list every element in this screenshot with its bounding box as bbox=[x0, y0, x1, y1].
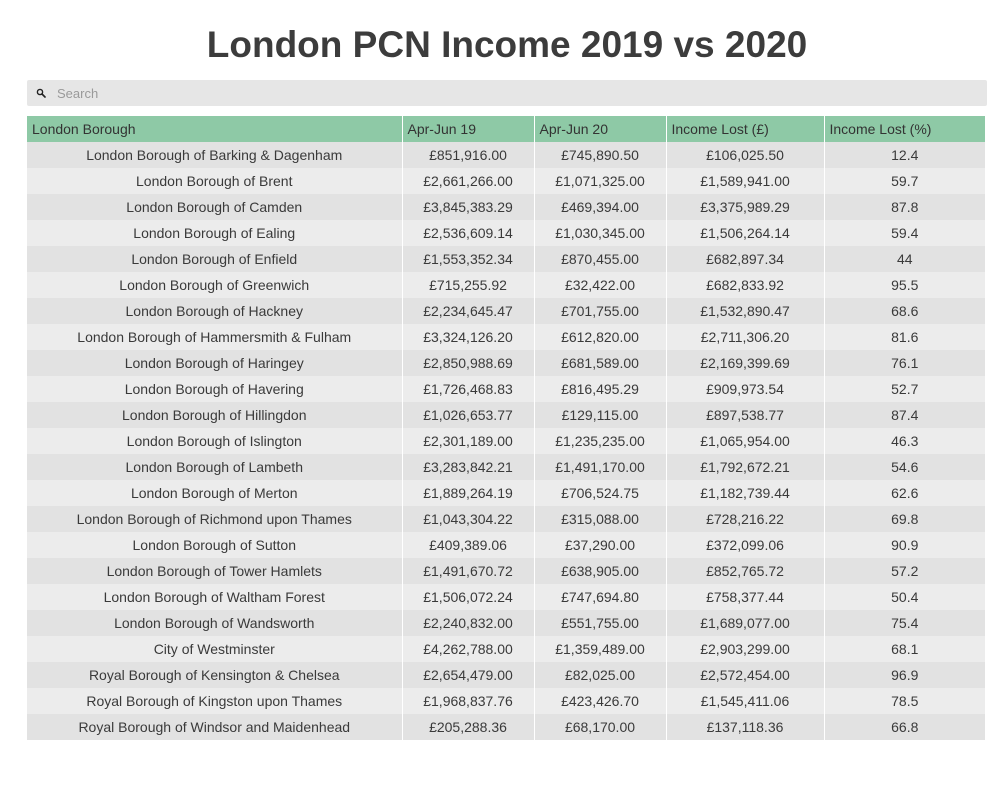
cell-income-lost-pct: 96.9 bbox=[824, 662, 985, 688]
cell-income-lost-pct: 54.6 bbox=[824, 454, 985, 480]
cell-apr-jun-20: £870,455.00 bbox=[534, 246, 666, 272]
table-row bbox=[27, 246, 985, 272]
cell-apr-jun-19: £2,661,266.00 bbox=[402, 168, 534, 194]
cell-borough: London Borough of Merton bbox=[27, 480, 402, 506]
cell-borough: London Borough of Tower Hamlets bbox=[27, 558, 402, 584]
cell-income-lost-pct: 81.6 bbox=[824, 324, 985, 350]
cell-income-lost-gbp: £1,689,077.00 bbox=[666, 610, 824, 636]
table-row bbox=[27, 428, 985, 454]
search-icon bbox=[35, 87, 47, 99]
table-row bbox=[27, 376, 985, 402]
cell-apr-jun-20: £551,755.00 bbox=[534, 610, 666, 636]
cell-borough: London Borough of Sutton bbox=[27, 532, 402, 558]
cell-apr-jun-19: £3,283,842.21 bbox=[402, 454, 534, 480]
cell-income-lost-gbp: £1,545,411.06 bbox=[666, 688, 824, 714]
cell-income-lost-pct: 87.4 bbox=[824, 402, 985, 428]
cell-apr-jun-20: £1,491,170.00 bbox=[534, 454, 666, 480]
cell-income-lost-gbp: £909,973.54 bbox=[666, 376, 824, 402]
cell-apr-jun-19: £2,654,479.00 bbox=[402, 662, 534, 688]
cell-borough: London Borough of Richmond upon Thames bbox=[27, 506, 402, 532]
cell-income-lost-pct: 59.4 bbox=[824, 220, 985, 246]
cell-income-lost-pct: 87.8 bbox=[824, 194, 985, 220]
cell-apr-jun-20: £129,115.00 bbox=[534, 402, 666, 428]
cell-income-lost-gbp: £3,375,989.29 bbox=[666, 194, 824, 220]
cell-apr-jun-20: £1,235,235.00 bbox=[534, 428, 666, 454]
table-row bbox=[27, 584, 985, 610]
cell-apr-jun-19: £1,968,837.76 bbox=[402, 688, 534, 714]
cell-income-lost-pct: 90.9 bbox=[824, 532, 985, 558]
cell-borough: London Borough of Hammersmith & Fulham bbox=[27, 324, 402, 350]
column-header-income-lost-gbp[interactable]: Income Lost (£) bbox=[666, 116, 824, 142]
cell-income-lost-gbp: £1,506,264.14 bbox=[666, 220, 824, 246]
cell-borough: London Borough of Wandsworth bbox=[27, 610, 402, 636]
cell-income-lost-pct: 75.4 bbox=[824, 610, 985, 636]
table-header-row bbox=[27, 116, 985, 142]
table-row bbox=[27, 662, 985, 688]
cell-apr-jun-19: £2,301,189.00 bbox=[402, 428, 534, 454]
table-row bbox=[27, 532, 985, 558]
cell-income-lost-pct: 68.1 bbox=[824, 636, 985, 662]
cell-apr-jun-19: £1,026,653.77 bbox=[402, 402, 534, 428]
cell-apr-jun-20: £706,524.75 bbox=[534, 480, 666, 506]
cell-apr-jun-19: £1,889,264.19 bbox=[402, 480, 534, 506]
cell-income-lost-gbp: £852,765.72 bbox=[666, 558, 824, 584]
table-body bbox=[27, 142, 985, 740]
cell-apr-jun-20: £1,071,325.00 bbox=[534, 168, 666, 194]
cell-apr-jun-19: £1,491,670.72 bbox=[402, 558, 534, 584]
cell-apr-jun-19: £1,043,304.22 bbox=[402, 506, 534, 532]
cell-apr-jun-20: £816,495.29 bbox=[534, 376, 666, 402]
page-title: London PCN Income 2019 vs 2020 bbox=[206, 24, 808, 65]
cell-borough: Royal Borough of Kensington & Chelsea bbox=[27, 662, 402, 688]
cell-apr-jun-19: £205,288.36 bbox=[402, 714, 534, 740]
cell-apr-jun-20: £681,589.00 bbox=[534, 350, 666, 376]
column-header-income-lost-pct[interactable]: Income Lost (%) bbox=[824, 116, 985, 142]
table-row bbox=[27, 480, 985, 506]
cell-apr-jun-20: £315,088.00 bbox=[534, 506, 666, 532]
cell-income-lost-pct: 68.6 bbox=[824, 298, 985, 324]
table-row bbox=[27, 168, 985, 194]
cell-apr-jun-20: £747,694.80 bbox=[534, 584, 666, 610]
cell-apr-jun-20: £638,905.00 bbox=[534, 558, 666, 584]
cell-apr-jun-20: £82,025.00 bbox=[534, 662, 666, 688]
cell-borough: London Borough of Hackney bbox=[27, 298, 402, 324]
table-row bbox=[27, 558, 985, 584]
cell-borough: London Borough of Greenwich bbox=[27, 272, 402, 298]
cell-income-lost-gbp: £1,065,954.00 bbox=[666, 428, 824, 454]
cell-borough: London Borough of Havering bbox=[27, 376, 402, 402]
table-row bbox=[27, 350, 985, 376]
search-input[interactable] bbox=[53, 81, 987, 105]
cell-apr-jun-20: £37,290.00 bbox=[534, 532, 666, 558]
cell-income-lost-pct: 66.8 bbox=[824, 714, 985, 740]
cell-apr-jun-20: £68,170.00 bbox=[534, 714, 666, 740]
cell-income-lost-pct: 52.7 bbox=[824, 376, 985, 402]
cell-income-lost-gbp: £2,711,306.20 bbox=[666, 324, 824, 350]
cell-apr-jun-19: £1,506,072.24 bbox=[402, 584, 534, 610]
column-header-borough[interactable]: London Borough bbox=[27, 116, 402, 142]
cell-borough: Royal Borough of Windsor and Maidenhead bbox=[27, 714, 402, 740]
cell-income-lost-pct: 46.3 bbox=[824, 428, 985, 454]
table-row bbox=[27, 636, 985, 662]
cell-income-lost-gbp: £106,025.50 bbox=[666, 142, 824, 168]
cell-apr-jun-19: £2,234,645.47 bbox=[402, 298, 534, 324]
cell-borough: London Borough of Haringey bbox=[27, 350, 402, 376]
cell-income-lost-pct: 59.7 bbox=[824, 168, 985, 194]
table-row bbox=[27, 272, 985, 298]
cell-apr-jun-19: £2,240,832.00 bbox=[402, 610, 534, 636]
cell-income-lost-gbp: £1,589,941.00 bbox=[666, 168, 824, 194]
table-row bbox=[27, 220, 985, 246]
cell-income-lost-gbp: £897,538.77 bbox=[666, 402, 824, 428]
column-header-apr-jun-19[interactable]: Apr-Jun 19 bbox=[402, 116, 534, 142]
table-row bbox=[27, 714, 985, 740]
cell-borough: London Borough of Hillingdon bbox=[27, 402, 402, 428]
cell-borough: London Borough of Waltham Forest bbox=[27, 584, 402, 610]
cell-income-lost-gbp: £137,118.36 bbox=[666, 714, 824, 740]
cell-apr-jun-19: £1,553,352.34 bbox=[402, 246, 534, 272]
cell-income-lost-gbp: £728,216.22 bbox=[666, 506, 824, 532]
cell-apr-jun-20: £1,030,345.00 bbox=[534, 220, 666, 246]
cell-apr-jun-20: £612,820.00 bbox=[534, 324, 666, 350]
cell-income-lost-gbp: £682,833.92 bbox=[666, 272, 824, 298]
cell-income-lost-gbp: £1,532,890.47 bbox=[666, 298, 824, 324]
cell-income-lost-pct: 12.4 bbox=[824, 142, 985, 168]
cell-borough: London Borough of Enfield bbox=[27, 246, 402, 272]
cell-income-lost-pct: 44 bbox=[824, 246, 985, 272]
cell-income-lost-pct: 62.6 bbox=[824, 480, 985, 506]
cell-apr-jun-20: £701,755.00 bbox=[534, 298, 666, 324]
cell-income-lost-pct: 78.5 bbox=[824, 688, 985, 714]
cell-apr-jun-19: £2,536,609.14 bbox=[402, 220, 534, 246]
search-bar[interactable] bbox=[27, 80, 987, 106]
cell-income-lost-gbp: £2,903,299.00 bbox=[666, 636, 824, 662]
table-row bbox=[27, 506, 985, 532]
cell-apr-jun-20: £1,359,489.00 bbox=[534, 636, 666, 662]
cell-apr-jun-19: £3,324,126.20 bbox=[402, 324, 534, 350]
cell-income-lost-gbp: £372,099.06 bbox=[666, 532, 824, 558]
cell-borough: Royal Borough of Kingston upon Thames bbox=[27, 688, 402, 714]
cell-apr-jun-20: £32,422.00 bbox=[534, 272, 666, 298]
table-row bbox=[27, 142, 985, 168]
cell-apr-jun-20: £423,426.70 bbox=[534, 688, 666, 714]
cell-income-lost-pct: 95.5 bbox=[824, 272, 985, 298]
cell-income-lost-pct: 76.1 bbox=[824, 350, 985, 376]
cell-apr-jun-20: £469,394.00 bbox=[534, 194, 666, 220]
table-row bbox=[27, 194, 985, 220]
cell-income-lost-gbp: £758,377.44 bbox=[666, 584, 824, 610]
data-table bbox=[27, 116, 985, 740]
cell-borough: London Borough of Camden bbox=[27, 194, 402, 220]
table-row bbox=[27, 402, 985, 428]
cell-apr-jun-19: £851,916.00 bbox=[402, 142, 534, 168]
table-row bbox=[27, 610, 985, 636]
cell-apr-jun-20: £745,890.50 bbox=[534, 142, 666, 168]
cell-apr-jun-19: £409,389.06 bbox=[402, 532, 534, 558]
cell-apr-jun-19: £2,850,988.69 bbox=[402, 350, 534, 376]
cell-income-lost-pct: 69.8 bbox=[824, 506, 985, 532]
table-row bbox=[27, 298, 985, 324]
cell-apr-jun-19: £3,845,383.29 bbox=[402, 194, 534, 220]
cell-borough: London Borough of Lambeth bbox=[27, 454, 402, 480]
cell-income-lost-pct: 50.4 bbox=[824, 584, 985, 610]
column-header-apr-jun-20[interactable]: Apr-Jun 20 bbox=[534, 116, 666, 142]
table-row bbox=[27, 688, 985, 714]
cell-income-lost-gbp: £2,169,399.69 bbox=[666, 350, 824, 376]
cell-borough: London Borough of Brent bbox=[27, 168, 402, 194]
cell-income-lost-gbp: £1,182,739.44 bbox=[666, 480, 824, 506]
cell-income-lost-pct: 57.2 bbox=[824, 558, 985, 584]
cell-borough: London Borough of Ealing bbox=[27, 220, 402, 246]
cell-borough: London Borough of Islington bbox=[27, 428, 402, 454]
cell-apr-jun-19: £1,726,468.83 bbox=[402, 376, 534, 402]
table-row bbox=[27, 324, 985, 350]
cell-income-lost-gbp: £1,792,672.21 bbox=[666, 454, 824, 480]
cell-income-lost-gbp: £682,897.34 bbox=[666, 246, 824, 272]
cell-apr-jun-19: £715,255.92 bbox=[402, 272, 534, 298]
table-row bbox=[27, 454, 985, 480]
cell-borough: City of Westminster bbox=[27, 636, 402, 662]
cell-apr-jun-19: £4,262,788.00 bbox=[402, 636, 534, 662]
cell-income-lost-gbp: £2,572,454.00 bbox=[666, 662, 824, 688]
cell-borough: London Borough of Barking & Dagenham bbox=[27, 142, 402, 168]
